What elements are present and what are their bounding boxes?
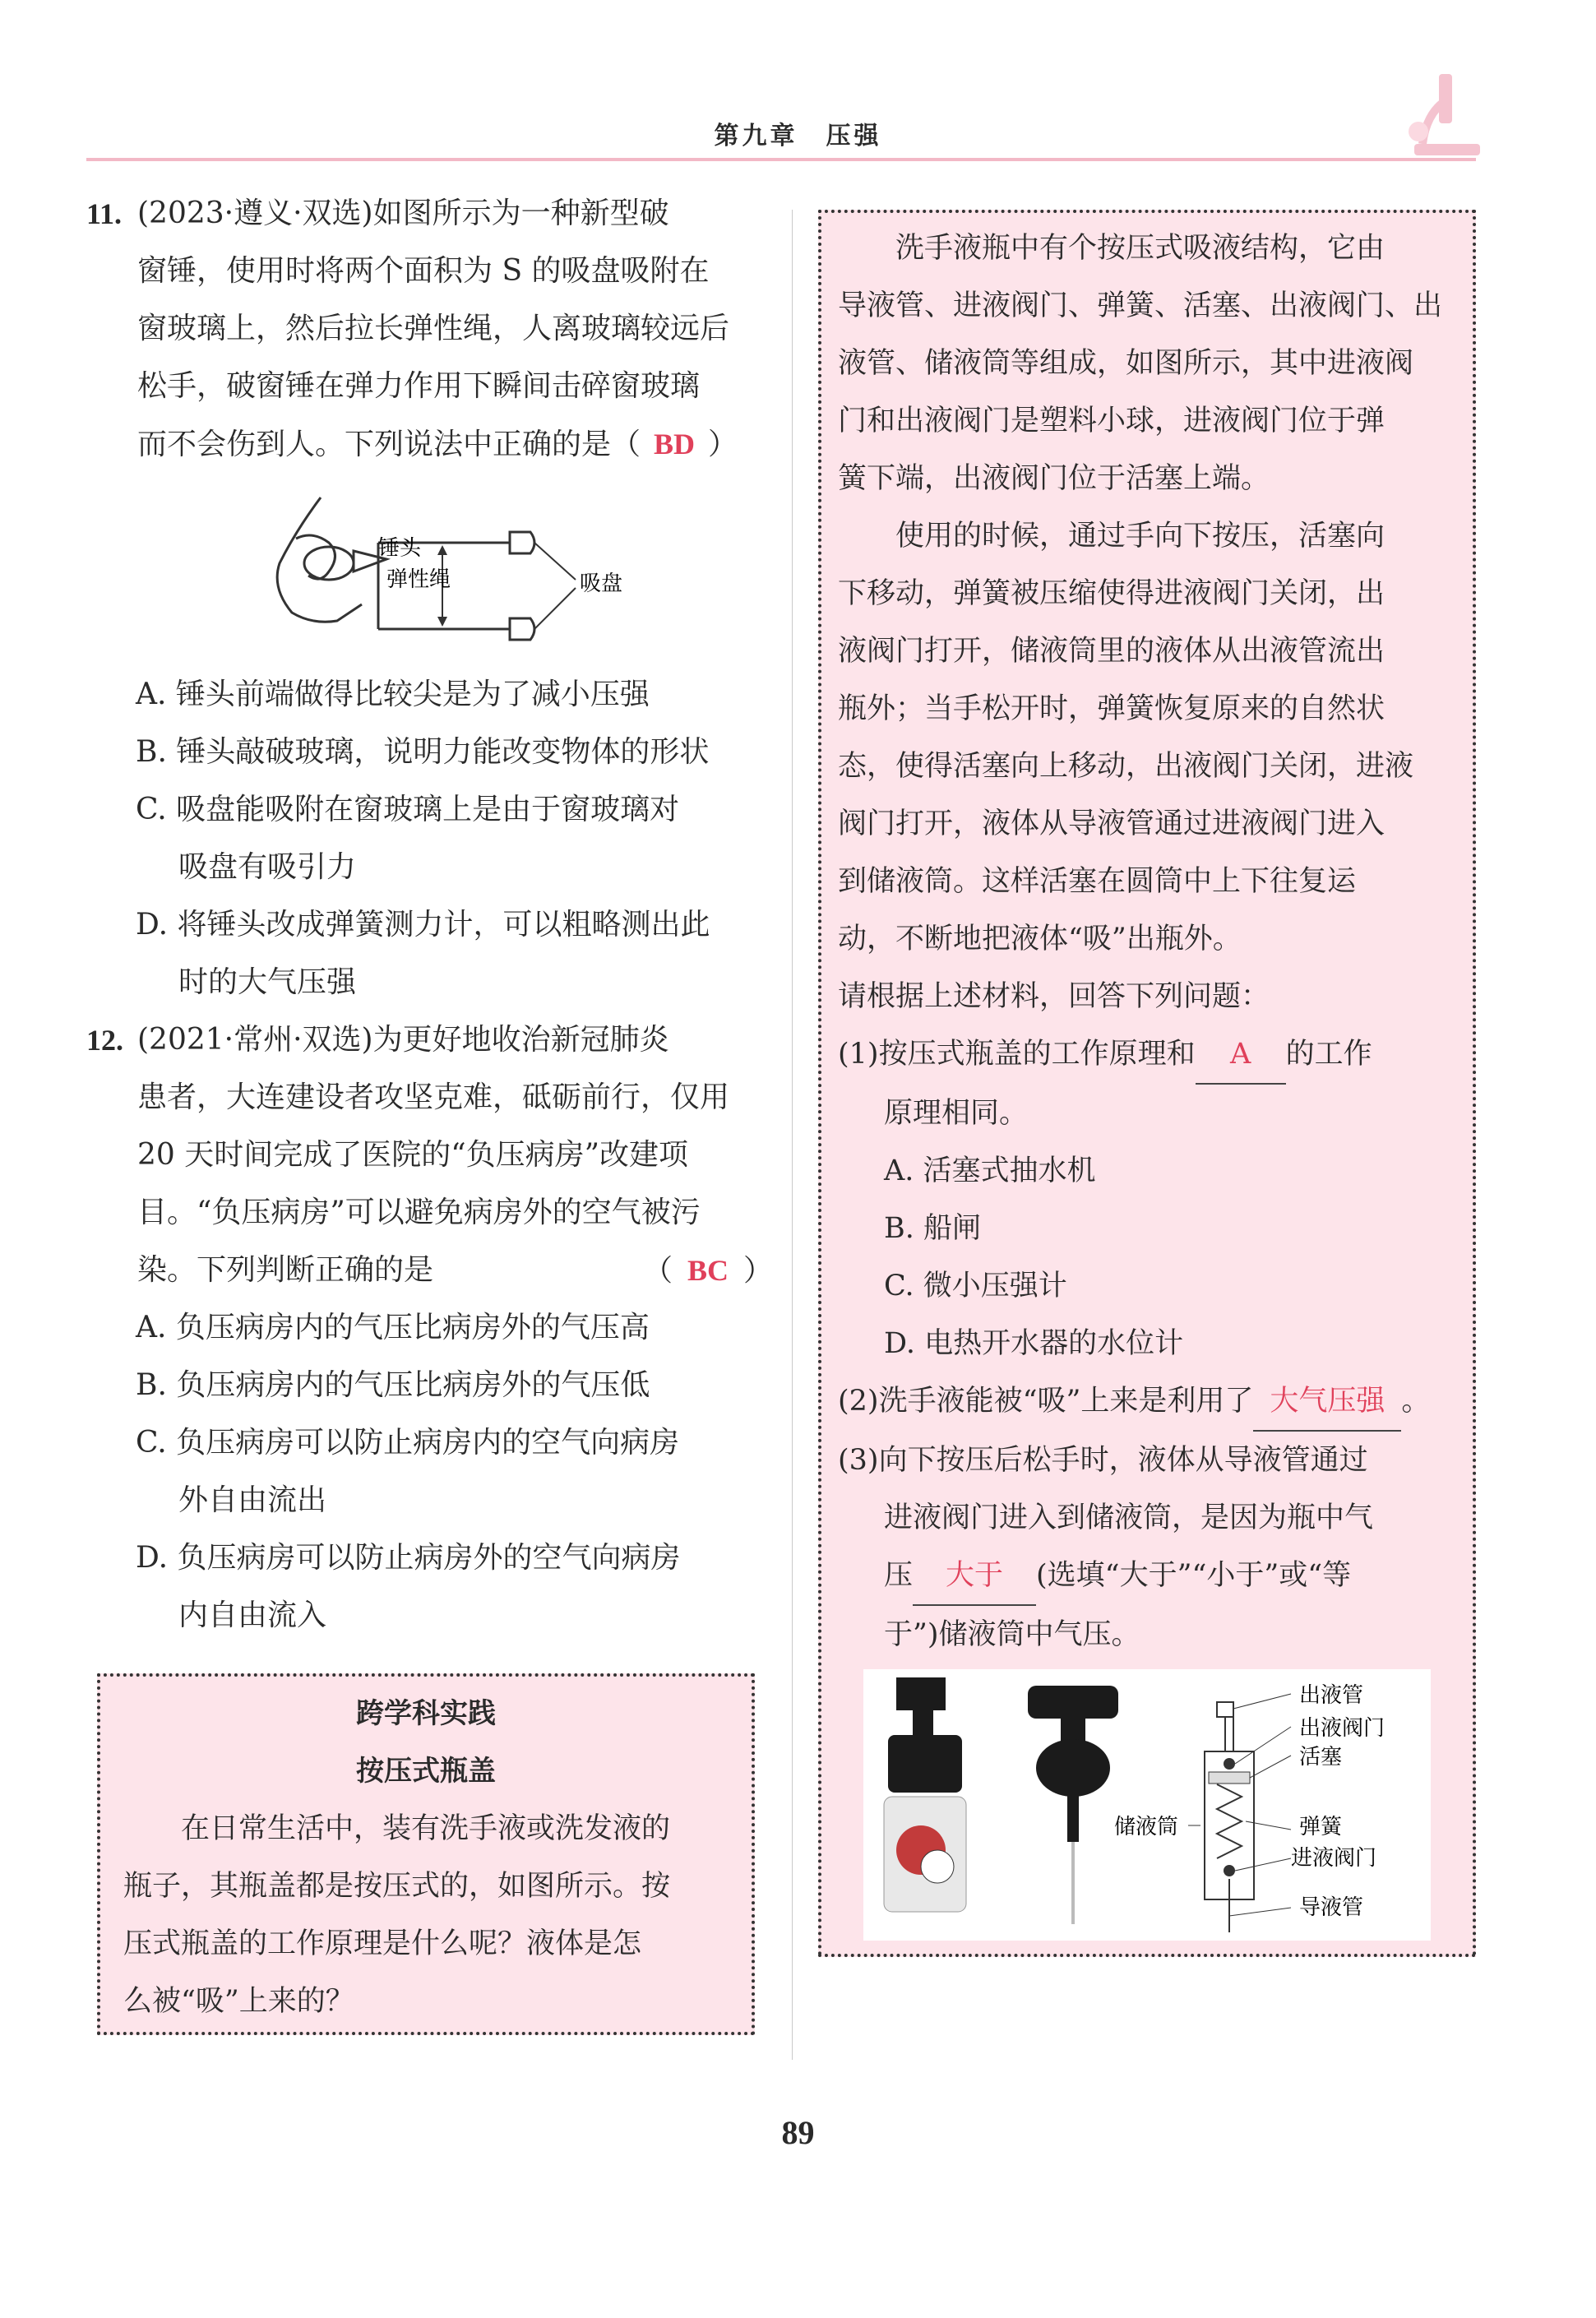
option-c-cont: 外自由流出	[178, 1483, 327, 1517]
sub-question-3-end: 于”)储液筒中气压。	[884, 1618, 1140, 1651]
question-line: 窗锤，使用时将两个面积为 S 的吸盘吸附在	[137, 254, 710, 288]
q11-options	[136, 666, 777, 1011]
label-piston: 活塞	[1299, 1745, 1343, 1770]
label-outlet-pipe: 出液管	[1299, 1683, 1364, 1708]
figure-label-cup: 吸盘	[580, 571, 623, 596]
microscope-icon	[1398, 66, 1488, 164]
column-divider	[792, 210, 793, 2060]
question-line: 染。下列判断正确的是 （ BC ）	[137, 1253, 773, 1288]
para1-line: 洗手液瓶中有个按压式吸液结构，它由	[895, 232, 1386, 265]
practice-title: 跨学科实践	[356, 1697, 496, 1730]
question-line: 窗玻璃上，然后拉长弹性绳，人离玻璃较远后	[137, 312, 730, 345]
practice-line: 在日常生活中，装有洗手液或洗发液的	[181, 1812, 671, 1845]
option-a: A. 负压病房内的气压比病房外的气压高	[136, 1311, 650, 1344]
question-number: 12.	[86, 1024, 123, 1057]
label-spring: 弹簧	[1299, 1815, 1343, 1839]
figure-label-hammer: 锤头	[378, 536, 422, 561]
practice-line: 压式瓶盖的工作原理是什么呢？液体是怎	[123, 1927, 642, 1960]
sub-question-2: (2)洗手液能被“吸”上来是利用了 大气压强 。	[838, 1372, 1456, 1432]
option-d-cont: 内自由流入	[178, 1599, 327, 1632]
answer-mark: BD	[654, 428, 696, 460]
sub-question-1: (1)按压式瓶盖的工作原理和 A 的工作	[838, 1025, 1456, 1085]
sub1-option-c: C. 微小压强计	[884, 1270, 1067, 1302]
practice-line: 瓶子，其瓶盖都是按压式的，如图所示。按	[123, 1870, 671, 1903]
question-line: 目。“负压病房”可以避免病房外的空气被污	[137, 1196, 701, 1229]
figure-label-rope: 弹性绳	[386, 567, 451, 592]
prompt: 请根据上述材料，回答下列问题：	[838, 980, 1270, 1013]
option-d: D. 将锤头改成弹簧测力计，可以粗略测出此	[136, 908, 710, 942]
answer-blank: 大于	[913, 1547, 1036, 1606]
sub-question-1-cont: 原理相同。	[884, 1097, 1029, 1130]
option-c-cont: 吸盘有吸引力	[178, 850, 357, 884]
option-d-cont: 时的大气压强	[178, 965, 357, 999]
sub-question-3-cont: 进液阀门进入到储液筒，是因为瓶中气	[884, 1501, 1374, 1534]
question-line: 而不会伤到人。下列说法中正确的是（ BD ）	[137, 428, 738, 461]
option-b: B. 负压病房内的气压比病房外的气压低	[136, 1368, 650, 1402]
chapter-title: 第九章 压强	[714, 122, 882, 150]
sub1-option-d: D. 电热开水器的水位计	[884, 1327, 1184, 1360]
practice-line: 么被“吸”上来的？	[123, 1985, 354, 2018]
option-b: B. 锤头敲破玻璃，说明力能改变物体的形状	[136, 735, 710, 769]
label-cylinder: 储液筒	[1114, 1815, 1179, 1839]
para2-line: 液阀门打开，储液筒里的液体从出液管流出	[838, 635, 1386, 668]
sub-question-3-blank-line: 压 大于 (选填“大于”“小于”或“等	[838, 1547, 1456, 1606]
question-line: (2023·遵义·双选)如图所示为一种新型破	[137, 197, 669, 230]
para2-line: 使用的时候，通过手向下按压，活塞向	[895, 520, 1386, 553]
sub1-option-a: A. 活塞式抽水机	[884, 1154, 1096, 1187]
q12-options	[136, 1299, 777, 1645]
para1-line: 液管、储液筒等组成，如图所示，其中进液阀	[838, 347, 1414, 380]
window-hammer-figure	[263, 481, 658, 658]
option-c: C. 负压病房可以防止病房内的空气向病房	[136, 1426, 680, 1460]
para2-line: 态，使得活塞向上移动，出液阀门关闭，进液	[838, 750, 1414, 783]
question-line: 20 天时间完成了医院的“负压病房”改建项	[137, 1138, 689, 1172]
option-d: D. 负压病房可以防止病房外的空气向病房	[136, 1541, 681, 1575]
label-guide-pipe: 导液管	[1299, 1895, 1364, 1920]
question-line: 松手，破窗锤在弹力作用下瞬间击碎窗玻璃	[137, 369, 701, 403]
para1-line: 门和出液阀门是塑料小球，进液阀门位于弹	[838, 405, 1386, 437]
practice-box	[97, 1673, 755, 2035]
label-outlet-valve: 出液阀门	[1299, 1716, 1386, 1741]
label-inlet-valve: 进液阀门	[1291, 1846, 1377, 1871]
para1-line: 簧下端，出液阀门位于活塞上端。	[838, 462, 1270, 495]
sub-question-3: (3)向下按压后松手时，液体从导液管通过	[838, 1444, 1368, 1477]
header-rule	[86, 158, 1476, 161]
pump-bottle-photo	[863, 1669, 1431, 1941]
question-line: (2021·常州·双选)为更好地收治新冠肺炎	[137, 1023, 669, 1057]
para2-line: 动，不断地把液体“吸”出瓶外。	[838, 923, 1242, 955]
question-11	[86, 185, 773, 474]
page-number: 89	[781, 2114, 815, 2151]
para2-line: 瓶外；当手松开时，弹簧恢复原来的自然状	[838, 692, 1386, 725]
answer-blank: 大气压强	[1253, 1372, 1401, 1432]
pump-figure	[863, 1669, 1431, 1941]
para1-line: 导液管、进液阀门、弹簧、活塞、出液阀门、出	[838, 289, 1443, 322]
para2-line: 到储液筒。这样活塞在圆筒中上下往复运	[838, 865, 1357, 898]
practice-subtitle: 按压式瓶盖	[356, 1755, 496, 1788]
para2-line: 阀门打开，液体从导液管通过进液阀门进入	[838, 807, 1386, 840]
sub1-option-b: B. 船闸	[884, 1212, 981, 1245]
question-number: 11.	[86, 197, 123, 230]
para2-line: 下移动，弹簧被压缩使得进液阀门关闭，出	[838, 577, 1386, 610]
question-12	[86, 1011, 773, 1299]
answer-mark: BC	[687, 1254, 729, 1287]
question-line: 患者，大连建设者攻坚克难，砥砺前行，仅用	[137, 1080, 730, 1114]
option-c: C. 吸盘能吸附在窗玻璃上是由于窗玻璃对	[136, 793, 680, 826]
option-a: A. 锤头前端做得比较尖是为了减小压强	[136, 678, 650, 711]
answer-blank: A	[1196, 1025, 1286, 1085]
